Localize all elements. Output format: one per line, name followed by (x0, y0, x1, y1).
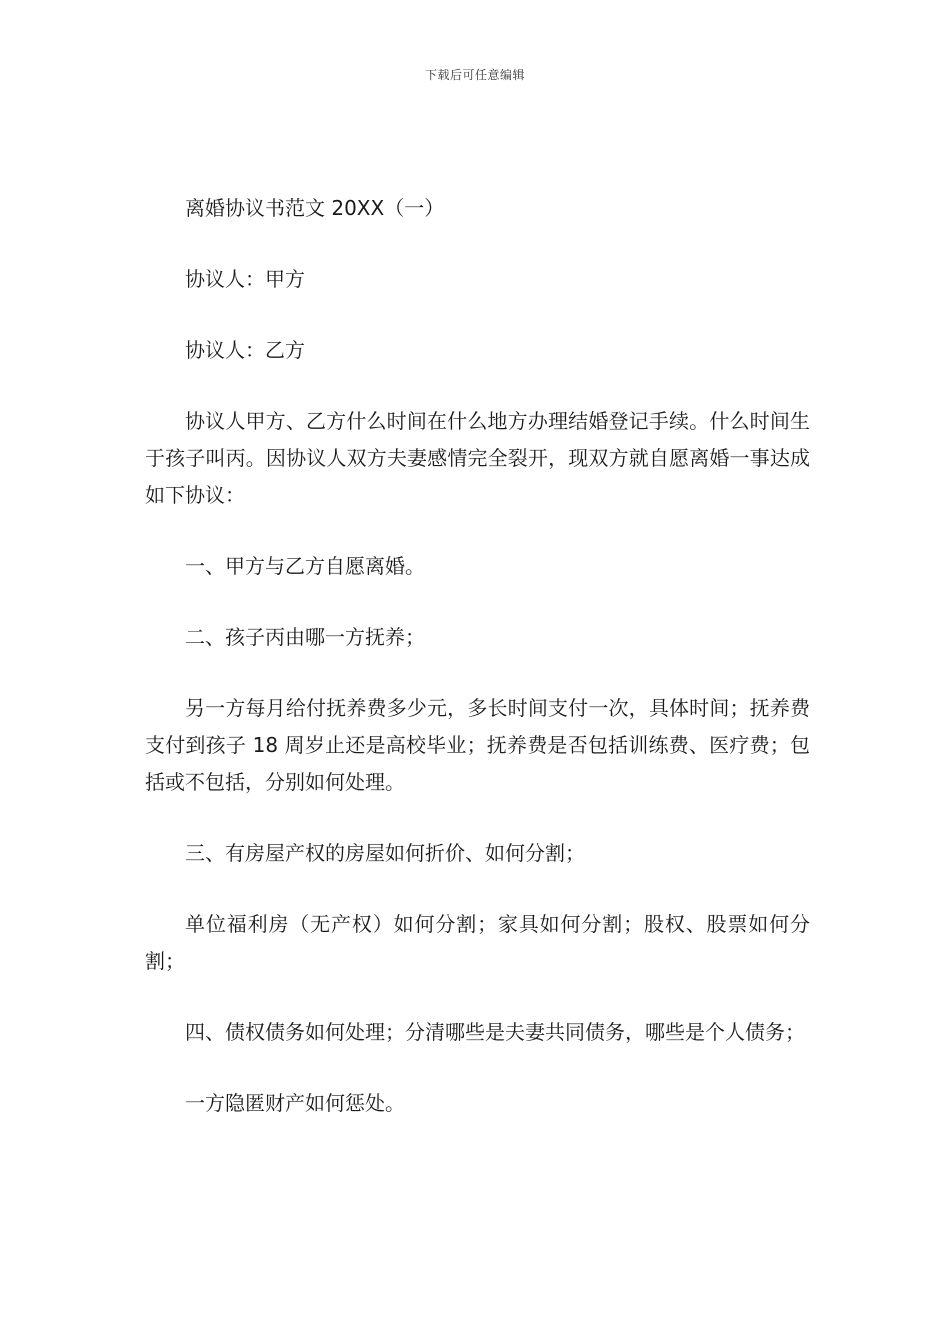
clause-four-detail: 一方隐匿财产如何惩处。 (185, 1091, 405, 1115)
clause-two: 二、孩子丙由哪一方抚养； (185, 625, 425, 649)
clause-three: 三、有房屋产权的房屋如何折价、如何分割； (185, 841, 585, 865)
clause-one: 一、甲方与乙方自愿离婚。 (185, 554, 425, 578)
preamble-paragraph: 协议人甲方、乙方什么时间在什么地方办理结婚登记手续。什么时间生于孩子叫丙。因协议人双方夫妻感情完全裂开，现双方就自愿离婚一事达成如下协议： (145, 409, 810, 507)
clause-four: 四、债权债务如何处理；分清哪些是夫妻共同债务，哪些是个人债务； (185, 1020, 805, 1044)
clause-two-detail: 另一方每月给付抚养费多少元，多长时间支付一次，具体时间；抚养费支付到孩子 18 周岁止还是高校毕业；抚养费是否包括训练费、医疗费；包括或不包括，分别如何处理。 (145, 696, 810, 794)
document-title: 离婚协议书范文 20XX（一） (185, 196, 445, 220)
document-body (145, 190, 810, 1156)
party-a-line: 协议人：甲方 (185, 267, 305, 291)
header-note: 下载后可任意编辑 (424, 68, 525, 82)
clause-three-detail: 单位福利房（无产权）如何分割；家具如何分割；股权、股票如何分割； (145, 912, 810, 973)
party-b-line: 协议人：乙方 (185, 338, 305, 362)
